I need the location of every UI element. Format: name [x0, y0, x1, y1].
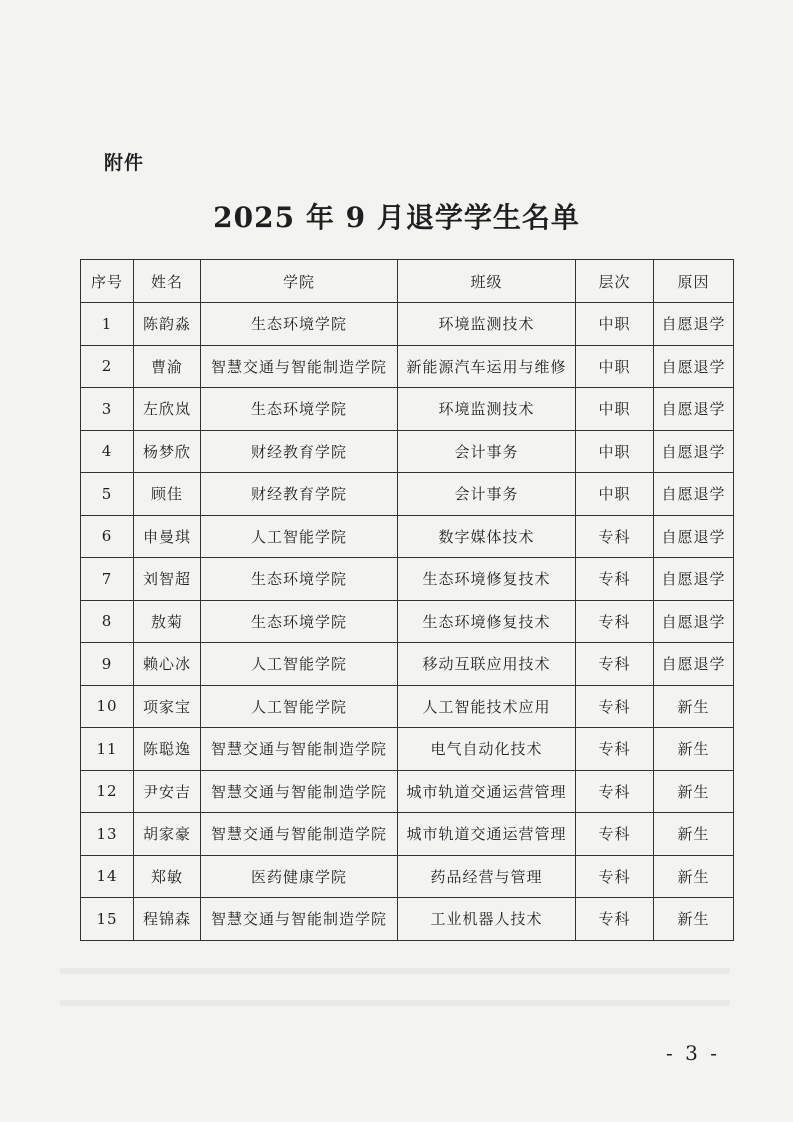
cell-level: 专科: [576, 728, 654, 771]
column-header-name: 姓名: [134, 260, 201, 303]
cell-reason: 自愿退学: [654, 600, 734, 643]
cell-reason: 新生: [654, 728, 734, 771]
table-row: [81, 345, 734, 388]
table-body: [81, 303, 734, 941]
cell-reason: 自愿退学: [654, 345, 734, 388]
cell-class: 会计事务: [398, 473, 576, 516]
cell-college: 人工智能学院: [201, 643, 398, 686]
cell-student-name: 陈韵淼: [134, 303, 201, 346]
cell-reason: 自愿退学: [654, 388, 734, 431]
cell-class: 人工智能技术应用: [398, 685, 576, 728]
cell-level: 中职: [576, 473, 654, 516]
cell-student-name: 陈聪逸: [134, 728, 201, 771]
cell-college: 人工智能学院: [201, 515, 398, 558]
cell-college: 智慧交通与智能制造学院: [201, 345, 398, 388]
cell-reason: 新生: [654, 770, 734, 813]
cell-index: 9: [81, 643, 134, 686]
cell-college: 生态环境学院: [201, 558, 398, 601]
cell-college: 医药健康学院: [201, 855, 398, 898]
cell-class: 环境监测技术: [398, 388, 576, 431]
cell-index: 14: [81, 855, 134, 898]
table-row: [81, 430, 734, 473]
cell-class: 移动互联应用技术: [398, 643, 576, 686]
table-row: [81, 558, 734, 601]
cell-college: 智慧交通与智能制造学院: [201, 813, 398, 856]
cell-reason: 新生: [654, 898, 734, 941]
cell-college: 财经教育学院: [201, 473, 398, 516]
cell-student-name: 程锦森: [134, 898, 201, 941]
cell-level: 专科: [576, 770, 654, 813]
cell-class: 环境监测技术: [398, 303, 576, 346]
cell-student-name: 赖心冰: [134, 643, 201, 686]
cell-student-name: 曹渝: [134, 345, 201, 388]
cell-student-name: 刘智超: [134, 558, 201, 601]
cell-index: 12: [81, 770, 134, 813]
table-row: [81, 515, 734, 558]
cell-level: 专科: [576, 855, 654, 898]
cell-student-name: 申曼琪: [134, 515, 201, 558]
cell-level: 专科: [576, 813, 654, 856]
cell-class: 生态环境修复技术: [398, 558, 576, 601]
cell-college: 生态环境学院: [201, 303, 398, 346]
cell-level: 专科: [576, 685, 654, 728]
cell-student-name: 胡家豪: [134, 813, 201, 856]
cell-level: 专科: [576, 643, 654, 686]
cell-reason: 自愿退学: [654, 430, 734, 473]
cell-student-name: 左欣岚: [134, 388, 201, 431]
cell-reason: 自愿退学: [654, 473, 734, 516]
table-row: [81, 770, 734, 813]
document-title: 2025 年 9 月退学学生名单: [213, 201, 580, 234]
cell-college: 生态环境学院: [201, 600, 398, 643]
table-row: [81, 728, 734, 771]
cell-level: 中职: [576, 388, 654, 431]
cell-reason: 自愿退学: [654, 303, 734, 346]
cell-class: 数字媒体技术: [398, 515, 576, 558]
cell-index: 8: [81, 600, 134, 643]
column-header-class: 班级: [398, 260, 576, 303]
cell-student-name: 项家宝: [134, 685, 201, 728]
cell-student-name: 郑敏: [134, 855, 201, 898]
cell-index: 15: [81, 898, 134, 941]
cell-college: 智慧交通与智能制造学院: [201, 898, 398, 941]
cell-class: 电气自动化技术: [398, 728, 576, 771]
cell-student-name: 敖菊: [134, 600, 201, 643]
scan-artifact: [60, 968, 730, 974]
table-row: [81, 643, 734, 686]
cell-level: 中职: [576, 345, 654, 388]
withdrawal-roster-table: [80, 259, 734, 941]
cell-college: 智慧交通与智能制造学院: [201, 728, 398, 771]
cell-index: 10: [81, 685, 134, 728]
cell-reason: 自愿退学: [654, 515, 734, 558]
attachment-label: 附件: [104, 152, 145, 174]
cell-reason: 自愿退学: [654, 643, 734, 686]
cell-class: 会计事务: [398, 430, 576, 473]
table-row: [81, 898, 734, 941]
cell-reason: 新生: [654, 685, 734, 728]
column-header-reason: 原因: [654, 260, 734, 303]
page-number: - 3 -: [666, 1041, 720, 1065]
cell-college: 人工智能学院: [201, 685, 398, 728]
cell-college: 生态环境学院: [201, 388, 398, 431]
table-row: [81, 473, 734, 516]
cell-reason: 自愿退学: [654, 558, 734, 601]
table-row: [81, 388, 734, 431]
table-header-row: [81, 260, 734, 303]
column-header-level: 层次: [576, 260, 654, 303]
cell-class: 药品经营与管理: [398, 855, 576, 898]
cell-index: 3: [81, 388, 134, 431]
cell-class: 生态环境修复技术: [398, 600, 576, 643]
column-header-college: 学院: [201, 260, 398, 303]
cell-index: 4: [81, 430, 134, 473]
cell-level: 专科: [576, 558, 654, 601]
cell-college: 财经教育学院: [201, 430, 398, 473]
scan-artifact: [60, 1000, 730, 1006]
cell-student-name: 杨梦欣: [134, 430, 201, 473]
cell-index: 2: [81, 345, 134, 388]
cell-student-name: 顾佳: [134, 473, 201, 516]
cell-index: 1: [81, 303, 134, 346]
table-row: [81, 685, 734, 728]
table-row: [81, 600, 734, 643]
cell-index: 6: [81, 515, 134, 558]
cell-student-name: 尹安吉: [134, 770, 201, 813]
cell-class: 新能源汽车运用与维修: [398, 345, 576, 388]
column-header-index: 序号: [81, 260, 134, 303]
cell-class: 城市轨道交通运营管理: [398, 813, 576, 856]
cell-index: 7: [81, 558, 134, 601]
cell-level: 中职: [576, 303, 654, 346]
cell-college: 智慧交通与智能制造学院: [201, 770, 398, 813]
table-row: [81, 855, 734, 898]
cell-index: 5: [81, 473, 134, 516]
cell-class: 工业机器人技术: [398, 898, 576, 941]
cell-level: 专科: [576, 600, 654, 643]
cell-reason: 新生: [654, 855, 734, 898]
cell-class: 城市轨道交通运营管理: [398, 770, 576, 813]
cell-reason: 新生: [654, 813, 734, 856]
cell-index: 11: [81, 728, 134, 771]
cell-level: 中职: [576, 430, 654, 473]
cell-index: 13: [81, 813, 134, 856]
cell-level: 专科: [576, 515, 654, 558]
table-row: [81, 813, 734, 856]
cell-level: 专科: [576, 898, 654, 941]
table-row: [81, 303, 734, 346]
